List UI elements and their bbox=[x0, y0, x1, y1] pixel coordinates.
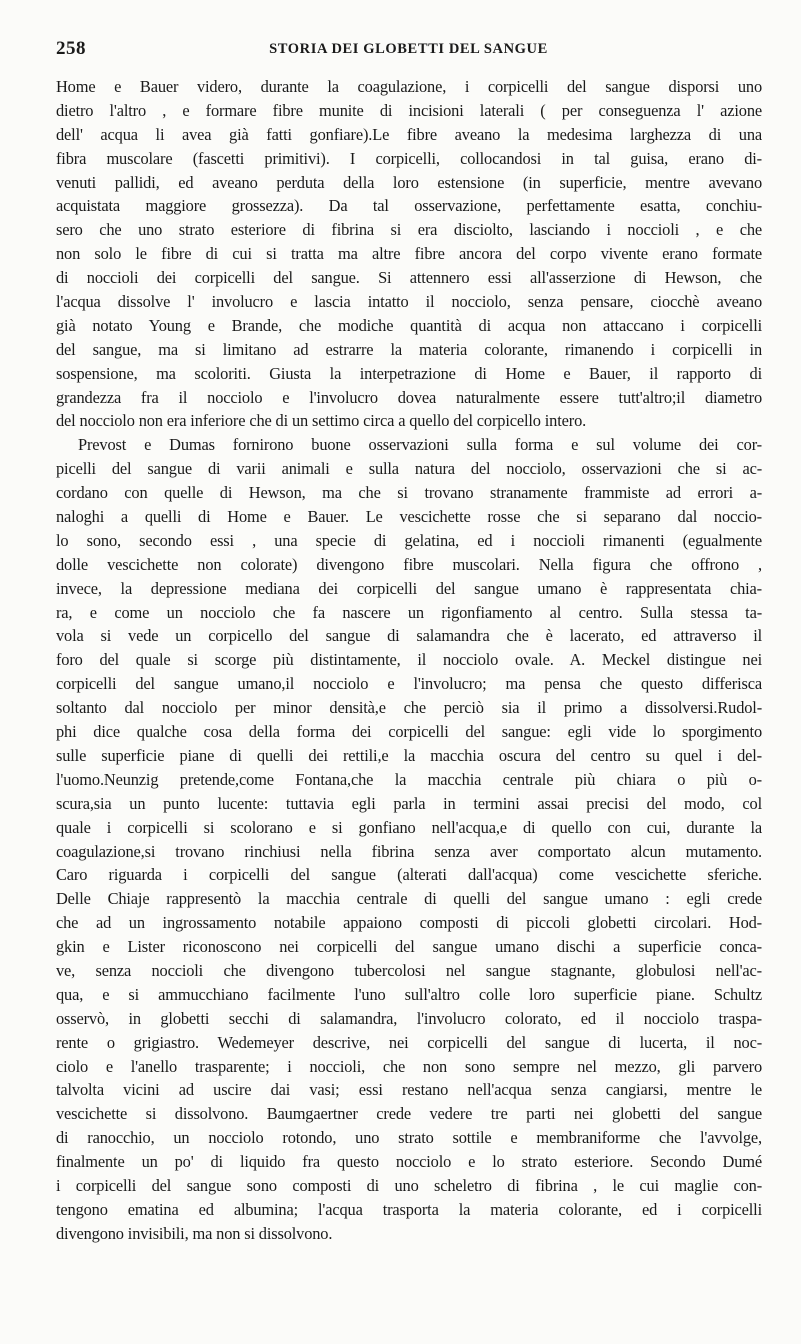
text-line: venuti pallidi, ed aveano perduta della loro estensione (in superficie, mentre avevano bbox=[56, 172, 762, 192]
text-line: quale i corpicelli si scolorano e si gonfiano nell'acqua,e di quello con cui, durante la bbox=[56, 817, 762, 837]
text-line: Prevost e Dumas fornirono buone osservazioni sulla forma e sul volume dei cor- bbox=[78, 435, 762, 455]
text-line: dolle vescichette non colorate) divengono fibre muscolari. Nella figura che offrono , bbox=[56, 554, 762, 574]
text-line: Home e Bauer videro, durante la coagulazione, i corpicelli del sangue disporsi uno bbox=[56, 77, 762, 96]
text-line: fibra muscolare (fascetti primitivi). I corpicelli, collocandosi in tal guisa, erano di- bbox=[56, 148, 762, 168]
text-line: l'uomo.Neunzig pretende,come Fontana,che la macchia centrale più chiara o più o- bbox=[56, 769, 762, 789]
text-line: sulle superficie piane di quelli dei rettili,e la macchia oscura del centro su quel i del- bbox=[56, 745, 762, 765]
text-line: talvolta vicini ad uscire dai vasi; essi restano nell'acqua senza cangiarsi, mentre le bbox=[56, 1080, 762, 1100]
text-line: acquistata maggiore grossezza). Da tal osservazione, perfettamente esatta, conchiu- bbox=[56, 196, 762, 216]
text-line: finalmente un po' di liquido fra questo nocciolo e lo strato esteriore. Secondo Dumé bbox=[56, 1152, 762, 1172]
text-line: naloghi a quelli di Home e Bauer. Le vescichette rosse che si separano dal noccio- bbox=[56, 507, 762, 527]
text-line: Caro riguarda i corpicelli del sangue (alterati dall'acqua) come vescichette sferiche. bbox=[56, 865, 762, 885]
text-line: dietro l'altro , e formare fibre munite di incisioni laterali ( per conseguenza l' azione bbox=[56, 100, 762, 120]
text-line: tengono ematina ed albumina; l'acqua trasporta la materia colorante, ed i corpicelli bbox=[56, 1199, 762, 1219]
text-line: picelli del sangue di varii animali e sulla natura del nocciolo, osservazioni che si ac- bbox=[56, 459, 762, 479]
body-text bbox=[56, 75, 762, 1246]
text-line: gkin e Lister riconoscono nei corpicelli del sangue umano dischi a superficie conca- bbox=[56, 937, 762, 957]
text-line: del sangue, ma si limitano ad estrarre la materia colorante, rimanendo i corpicelli in bbox=[56, 339, 762, 359]
text-line: l'acqua dissolve l' involucro e lascia intatto il nocciolo, senza pensare, ciocchè aveano bbox=[56, 292, 762, 312]
text-line: coagulazione,si trovano rinchiusi nella fibrina senza aver comportato alcun mutamento. bbox=[56, 841, 762, 861]
text-line: cordano con quelle di Hewson, ma che si trovano stranamente frammiste ad errori a- bbox=[56, 483, 762, 503]
text-line: ve, senza noccioli che divengono tubercolosi nel sangue stagnante, globulosi nell'ac- bbox=[56, 960, 762, 980]
text-line: del nocciolo non era inferiore che di un settimo circa a quello del corpicello intero. bbox=[56, 411, 587, 431]
text-line: vola si vede un corpicello del sangue di salamandra che è lacerato, ed attraverso il bbox=[56, 626, 762, 646]
text-line: qua, e si ammucchiano facilmente l'uno sull'altro colle loro superficie piane. Schultz bbox=[56, 984, 762, 1004]
text-line: sero che uno strato esteriore di fibrina si era disciolto, lasciando i noccioli , e che bbox=[56, 220, 762, 240]
page-number: 258 bbox=[56, 38, 86, 59]
text-line: vescichette si dissolvono. Baumgaertner crede vedere tre parti nei globetti del sangue bbox=[56, 1104, 762, 1124]
text-line: che ad un ingrossamento notabile appaiono composti di piccoli globetti circolari. Hod- bbox=[56, 913, 762, 933]
text-line: grandezza fra il nocciolo e l'involucro dovea naturalmente essere tutt'altro;il diametro bbox=[56, 387, 762, 407]
text-line: osservò, in globetti secchi di salamandra, l'involucro colorato, ed il nocciolo traspa- bbox=[56, 1008, 762, 1028]
text-line: soltanto dal nocciolo per minor densità,e che perciò sia il primo a dissolversi.Rudol- bbox=[56, 698, 762, 718]
text-line: i corpicelli del sangue sono composti di uno scheletro di fibrina , le cui maglie con- bbox=[56, 1175, 762, 1195]
running-head: STORIA DEI GLOBETTI DEL SANGUE bbox=[269, 41, 548, 57]
text-line: Delle Chiaje rappresentò la macchia centrale di quelli del sangue umano : egli crede bbox=[56, 889, 762, 909]
text-line: non solo le fibre di cui si tratta ma altre fibre ancora del corpo vivente erano formate bbox=[56, 244, 762, 264]
text-line: ra, e come un nocciolo che fa nascere un rigonfiamento al centro. Sulla stessa ta- bbox=[56, 602, 762, 622]
text-line: dell' acqua li avea già fatti gonfiare).Le fibre aveano la medesima larghezza di una bbox=[56, 124, 762, 144]
text-line: già notato Young e Brande, che modiche quantità di acqua non attaccano i corpicelli bbox=[56, 315, 762, 335]
text-line: rente o grigiastro. Wedemeyer descrive, nei corpicelli del sangue di lucerta, il noc- bbox=[56, 1032, 762, 1052]
text-line: corpicelli del sangue umano,il nocciolo e l'involucro; ma pensa che questo differisca bbox=[56, 674, 762, 694]
text-line: lo sono, secondo essi , una specie di gelatina, ed i noccioli rimanenti (egualmente bbox=[56, 530, 762, 550]
text-line: ciolo e l'anello trasparente; i noccioli, che non sono sempre nel mezzo, gli parvero bbox=[56, 1056, 762, 1076]
text-line: phi dice qualche cosa della forma dei corpicelli del sangue: egli vide lo sporgimento bbox=[56, 722, 762, 742]
text-line: di noccioli dei corpicelli del sangue. Si attennero essi all'asserzione di Hewson, che bbox=[56, 268, 762, 288]
text-line: divengono invisibili, ma non si dissolvono. bbox=[56, 1223, 333, 1243]
text-line: sospensione, ma scoloriti. Giusta la interpetrazione di Home e Bauer, il rapporto di bbox=[56, 363, 762, 383]
text-line: di ranocchio, un nocciolo rotondo, uno strato sottile e membraniforme che l'avvolge, bbox=[56, 1128, 762, 1148]
text-line: invece, la depressione mediana dei corpicelli del sangue umano è rappresentata chia- bbox=[56, 578, 762, 598]
text-line: foro del quale si scorge più distintamente, il nocciolo ovale. A. Meckel distingue nei bbox=[56, 650, 762, 670]
text-line: scura,sia un punto lucente: tuttavia egli parla in termini assai precisi del modo, col bbox=[56, 793, 762, 813]
page-header bbox=[56, 38, 761, 64]
